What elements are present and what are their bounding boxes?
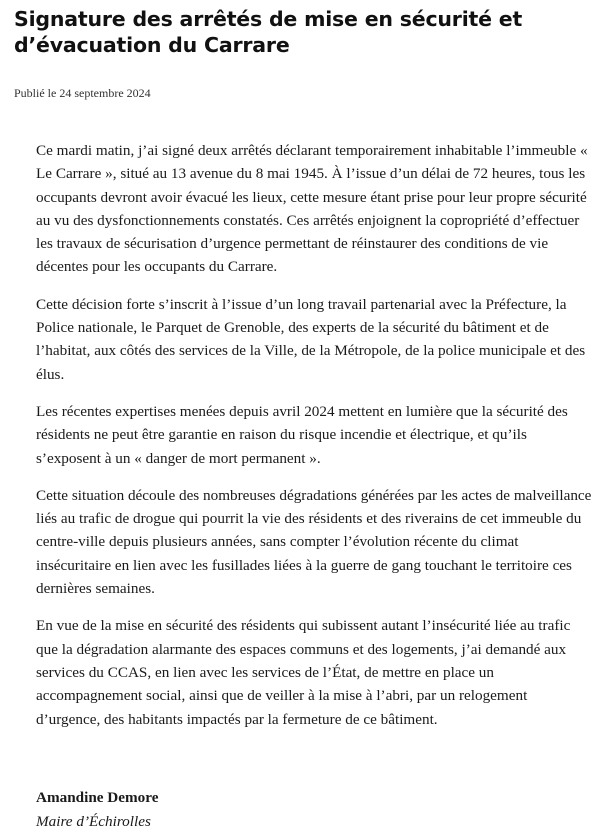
- signature-name: Amandine Demore: [36, 789, 159, 806]
- paragraph: Ce mardi matin, j’ai signé deux arrêtés déclarant temporairement inhabitable l’immeuble « Le Carrare », situé au 13 avenue du 8 mai 1945. À l’issue d’un délai de 72 heures, tous les occupants devront avoir évacué les lieux, cette mesure étant prise pour leur propre sécurité au vu des dysfonctionnements constatés. Ces arrêtés enjoignent la copropriété d’effectuer les travaux de sécurisation d’urgence permettant de réinstaurer des conditions de vie décentes pour les occupants du Carrare.: [36, 142, 588, 276]
- article-body: [36, 139, 592, 745]
- publication-date: Publié le 24 septembre 2024: [14, 86, 151, 100]
- paragraph: En vue de la mise en sécurité des résidents qui subissent autant l’insécurité liée au trafic que la dégradation alarmante des espaces communs et des logements, j’ai demandé aux services du CCAS, en lien avec les services de l’État, de mettre en place un accompagnement social, ainsi que de veiller à la mise à l’abri, par un relogement d’urgence, des habitants impactés par la fermeture de ce bâtiment.: [36, 617, 571, 728]
- paragraph: Cette décision forte s’inscrit à l’issue d’un long travail partenarial avec la Préfecture, la Police nationale, le Parquet de Grenoble, des experts de la sécurité du bâtiment et de l’habitat, aux côtés des services de la Ville, de la Métropole, de la police municipale et des élus.: [36, 295, 586, 383]
- paragraph: Cette situation découle des nombreuses dégradations générées par les actes de malveillance liés au trafic de drogue qui pourrit la vie des résidents et des riverains de cet immeuble du centre-ville depuis plusieurs années, sans compter l’évolution récente du climat insécuritaire en lien avec les fusillades liées à la guerre de gang touchant le territoire ces dernières semaines.: [36, 486, 592, 598]
- paragraph: Les récentes expertises menées depuis avril 2024 mettent en lumière que la sécurité des résidents ne peut être garantie en raison du risque incendie et électrique, et qu’ils s’exposent à un « danger de mort permanent ».: [36, 402, 568, 467]
- signature-role: Maire d’Échirolles: [36, 813, 151, 830]
- article-title: Signature des arrêtés de mise en sécurité et d’évacuation du Carrare: [14, 7, 523, 57]
- signature-block: [36, 786, 158, 834]
